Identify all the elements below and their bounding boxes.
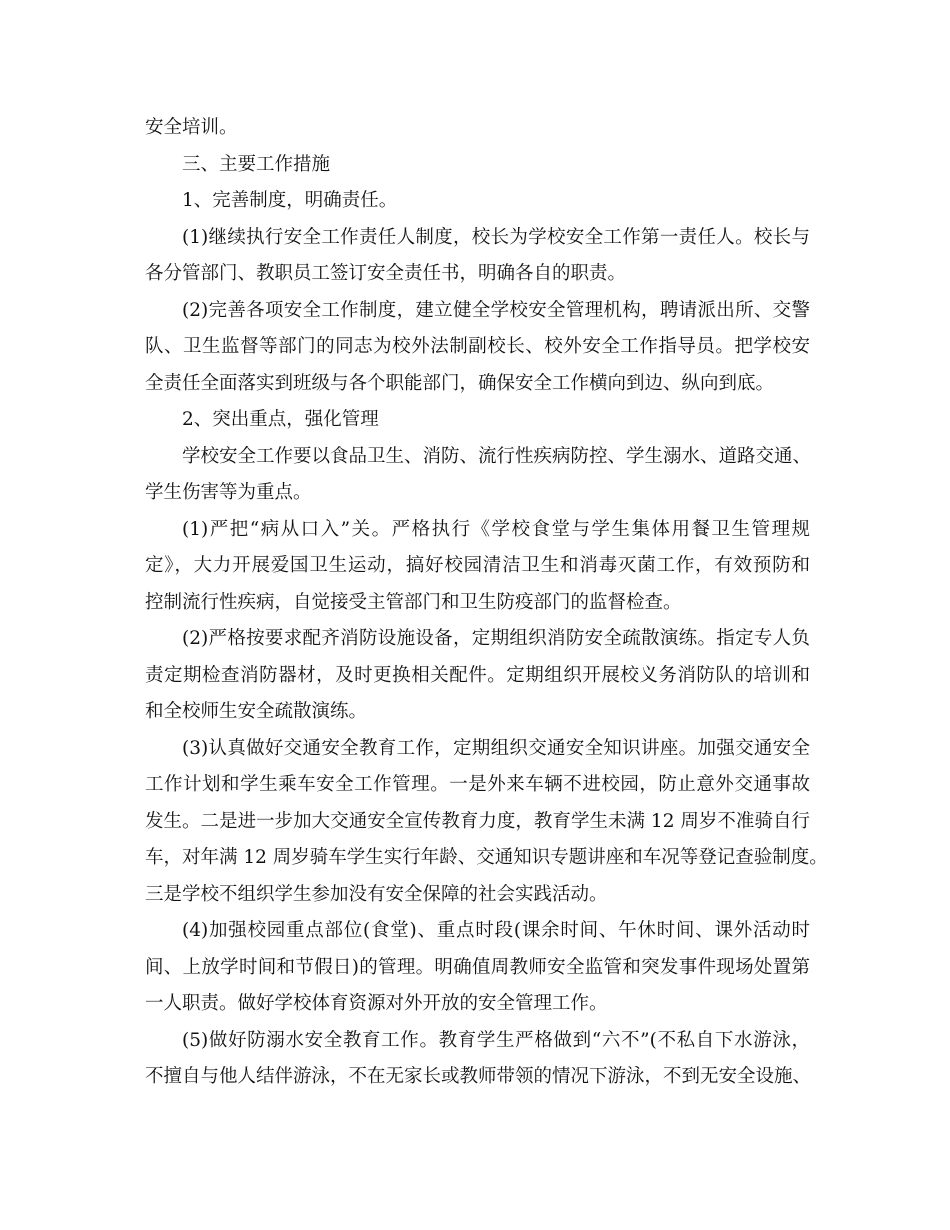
text-line: 工作计划和学生乘车安全工作管理。一是外来车辆不进校园，防止意外交通事故	[145, 774, 810, 795]
text-line: 队、卫生监督等部门的同志为校外法制副校长、校外安全工作指导员。把学校安	[145, 336, 810, 357]
text-line: (1)严把“病从口入”关。严格执行《学校食堂与学生集体用餐卫生管理规	[182, 518, 810, 540]
text-line: (2)严格按要求配齐消防设施设备，定期组织消防安全疏散演练。指定专人负	[182, 628, 810, 649]
text-line: 一人职责。做好学校体育资源对外开放的安全管理工作。	[145, 993, 608, 1014]
text-line: (3)认真做好交通安全教育工作，定期组织交通安全知识讲座。加强交通安全	[182, 737, 810, 759]
text-line: 车，对年满 12 周岁骑车学生实行年龄、交通知识专题讲座和车况等登记查验制度。	[145, 847, 828, 868]
text-line: 不擅自与他人结伴游泳，不在无家长或教师带领的情况下游泳，不到无安全设施、	[145, 1066, 812, 1087]
text-line: 三、主要工作措施	[182, 153, 331, 175]
text-line: 和全校师生安全疏散演练。	[145, 701, 368, 722]
text-line: 2、突出重点，强化管理	[182, 409, 379, 430]
text-line: 全责任全面落实到班级与各个职能部门，确保安全工作横向到边、纵向到底。	[145, 372, 775, 394]
text-line: 发生。二是进一步加大交通安全宣传教育力度，教育学生未满 12 周岁不准骑自行	[145, 810, 810, 832]
text-line: 安全培训。	[145, 117, 238, 138]
text-line: (5)做好防溺水安全教育工作。教育学生严格做到“六不”(不私自下水游泳，	[182, 1029, 810, 1051]
text-line: 间、上放学时间和节假日)的管理。明确值周教师安全监管和突发事件现场处置第	[145, 956, 810, 978]
text-line: 定》，大力开展爱国卫生运动，搞好校园清洁卫生和消毒灭菌工作，有效预防和	[145, 555, 810, 576]
text-line: 学生伤害等为重点。	[145, 482, 312, 503]
text-line: 责定期检查消防器材，及时更换相关配件。定期组织开展校义务消防队的培训和	[145, 664, 810, 686]
document-body	[145, 110, 828, 1096]
text-line: (4)加强校园重点部位(食堂)、重点时段(课余时间、午休时间、课外活动时	[182, 920, 810, 941]
text-line: 1、完善制度，明确责任。	[182, 190, 398, 211]
text-line: 控制流行性疾病，自觉接受主管部门和卫生防疫部门的监督检查。	[145, 591, 682, 613]
text-line: 各分管部门、教职员工签订安全责任书，明确各自的职责。	[145, 263, 627, 284]
text-line: (1)继续执行安全工作责任人制度，校长为学校安全工作第一责任人。校长与	[182, 226, 810, 248]
text-line: (2)完善各项安全工作制度，建立健全学校安全管理机构，聘请派出所、交警	[182, 299, 810, 321]
text-line: 三是学校不组织学生参加没有安全保障的社会实践活动。	[145, 883, 608, 905]
text-line: 学校安全工作要以食品卫生、消防、流行性疾病防控、学生溺水、道路交通、	[182, 445, 812, 467]
